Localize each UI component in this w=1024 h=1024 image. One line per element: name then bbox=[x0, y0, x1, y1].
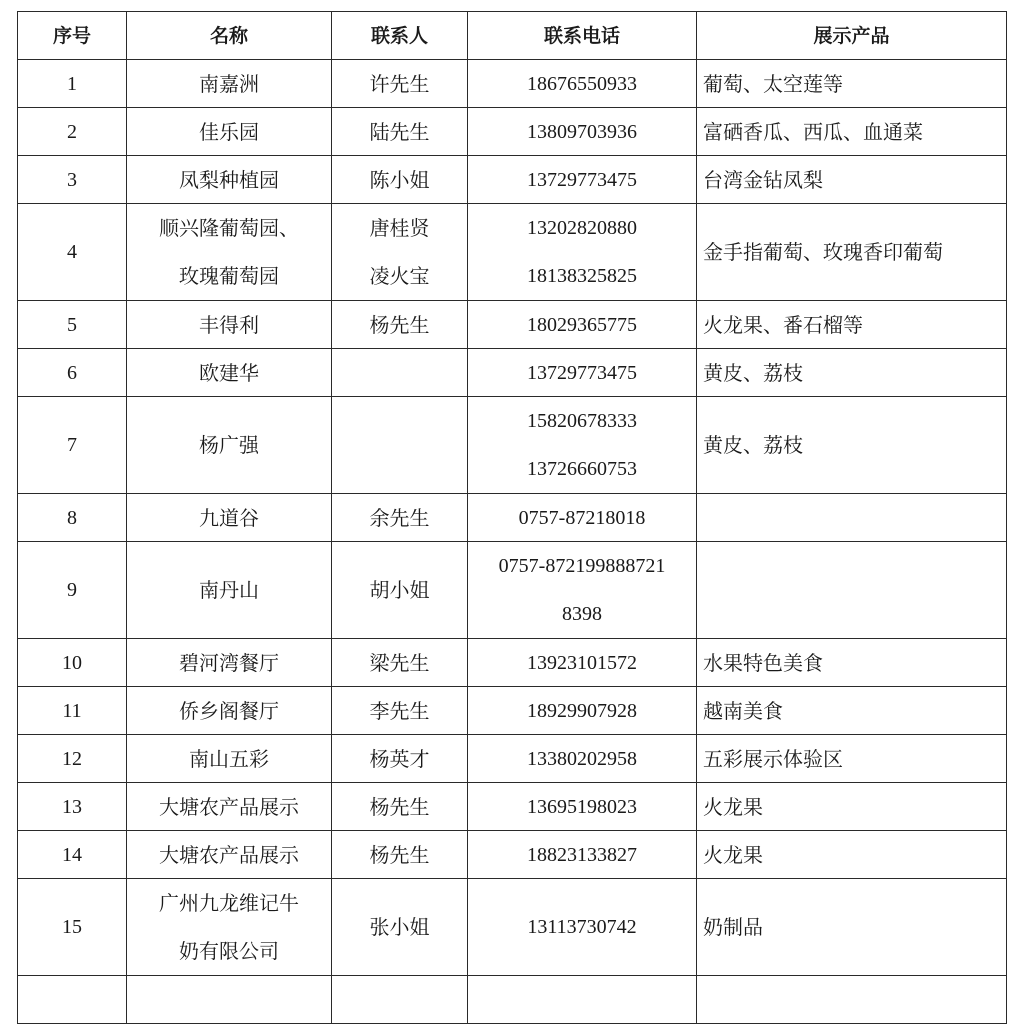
table-row bbox=[18, 639, 1007, 687]
cell-product: 火龙果、番石榴等 bbox=[697, 301, 1007, 349]
cell-partial bbox=[468, 976, 697, 1024]
table-row bbox=[18, 494, 1007, 542]
header-product: 展示产品 bbox=[697, 12, 1007, 60]
cell-phone-line: 18823133827 bbox=[527, 843, 637, 866]
cell-contact-line: 杨先生 bbox=[369, 794, 430, 819]
cell-contact-line: 许先生 bbox=[369, 71, 430, 96]
table-row bbox=[18, 879, 1007, 976]
cell-contact-line: 杨先生 bbox=[369, 312, 430, 337]
cell-name bbox=[127, 108, 332, 156]
cell-product: 葡萄、太空莲等 bbox=[697, 60, 1007, 108]
cell-partial bbox=[332, 976, 468, 1024]
cell-name bbox=[127, 783, 332, 831]
cell-name-line: 南山五彩 bbox=[189, 746, 269, 771]
cell-contact bbox=[332, 735, 468, 783]
cell-name bbox=[127, 542, 332, 639]
cell-name-line: 广州九龙维记牛 bbox=[159, 891, 299, 915]
cell-phone-line: 13809703936 bbox=[527, 120, 637, 143]
cell-phone bbox=[468, 108, 697, 156]
cell-product: 水果特色美食 bbox=[697, 639, 1007, 687]
table-row bbox=[18, 783, 1007, 831]
cell-name bbox=[127, 397, 332, 494]
cell-phone bbox=[468, 397, 697, 494]
cell-contact bbox=[332, 879, 468, 976]
cell-contact-line: 凌火宝 bbox=[369, 264, 430, 288]
cell-product: 黄皮、荔枝 bbox=[697, 397, 1007, 494]
cell-phone-line: 13729773475 bbox=[527, 361, 637, 384]
cell-phone bbox=[468, 735, 697, 783]
table-row bbox=[18, 831, 1007, 879]
cell-index: 7 bbox=[18, 397, 127, 494]
cell-index: 1 bbox=[18, 60, 127, 108]
table-row bbox=[18, 735, 1007, 783]
cell-product: 台湾金钻凤梨 bbox=[697, 156, 1007, 204]
cell-name bbox=[127, 60, 332, 108]
cell-contact-line: 陆先生 bbox=[369, 119, 430, 144]
cell-phone-line: 13729773475 bbox=[527, 168, 637, 191]
cell-index: 4 bbox=[18, 204, 127, 301]
cell-index: 15 bbox=[18, 879, 127, 976]
cell-name-line: 侨乡阁餐厅 bbox=[179, 698, 279, 723]
cell-phone bbox=[468, 687, 697, 735]
header-index: 序号 bbox=[18, 12, 127, 60]
cell-phone-line: 13695198023 bbox=[527, 795, 637, 818]
cell-name-line: 奶有限公司 bbox=[179, 939, 279, 963]
cell-phone bbox=[468, 301, 697, 349]
cell-contact bbox=[332, 831, 468, 879]
cell-index: 9 bbox=[18, 542, 127, 639]
cell-phone bbox=[468, 542, 697, 639]
cell-phone bbox=[468, 639, 697, 687]
cell-contact bbox=[332, 783, 468, 831]
cell-product: 富硒香瓜、西瓜、血通菜 bbox=[697, 108, 1007, 156]
cell-name-line: 大塘农产品展示 bbox=[159, 842, 299, 867]
cell-phone-line: 15820678333 bbox=[527, 410, 637, 432]
cell-phone bbox=[468, 156, 697, 204]
cell-partial bbox=[697, 976, 1007, 1024]
table-row bbox=[18, 301, 1007, 349]
cell-phone-line: 13923101572 bbox=[527, 651, 637, 674]
cell-contact-line: 李先生 bbox=[369, 698, 430, 723]
cell-name-line: 欧建华 bbox=[199, 360, 259, 385]
cell-name-line: 碧河湾餐厅 bbox=[179, 650, 279, 675]
table-row-partial bbox=[18, 976, 1007, 1024]
cell-contact bbox=[332, 60, 468, 108]
cell-contact bbox=[332, 494, 468, 542]
cell-name bbox=[127, 349, 332, 397]
cell-index: 5 bbox=[18, 301, 127, 349]
cell-name bbox=[127, 301, 332, 349]
cell-name bbox=[127, 639, 332, 687]
table-row bbox=[18, 60, 1007, 108]
cell-phone-line: 0757-872199888721 bbox=[498, 555, 666, 577]
cell-contact bbox=[332, 639, 468, 687]
table-body bbox=[18, 60, 1007, 1024]
cell-index: 10 bbox=[18, 639, 127, 687]
cell-contact-line: 唐桂贤 bbox=[369, 216, 430, 240]
cell-contact bbox=[332, 349, 468, 397]
cell-name-line: 佳乐园 bbox=[199, 119, 259, 144]
cell-name-line: 凤梨种植园 bbox=[179, 167, 279, 192]
cell-phone bbox=[468, 60, 697, 108]
cell-index: 13 bbox=[18, 783, 127, 831]
table-row bbox=[18, 204, 1007, 301]
table-row bbox=[18, 397, 1007, 494]
cell-phone bbox=[468, 831, 697, 879]
cell-contact-line: 张小姐 bbox=[369, 915, 430, 939]
cell-phone-line: 13380202958 bbox=[527, 747, 637, 770]
cell-name-line: 南嘉洲 bbox=[199, 71, 259, 96]
cell-phone bbox=[468, 349, 697, 397]
cell-contact bbox=[332, 108, 468, 156]
cell-product bbox=[697, 542, 1007, 639]
cell-phone bbox=[468, 204, 697, 301]
cell-partial bbox=[127, 976, 332, 1024]
cell-index: 6 bbox=[18, 349, 127, 397]
cell-contact-line: 胡小姐 bbox=[369, 578, 430, 602]
cell-product: 火龙果 bbox=[697, 783, 1007, 831]
table-header-row bbox=[18, 12, 1007, 60]
cell-product: 奶制品 bbox=[697, 879, 1007, 976]
cell-product: 五彩展示体验区 bbox=[697, 735, 1007, 783]
cell-contact-line: 余先生 bbox=[369, 505, 430, 530]
cell-product: 金手指葡萄、玫瑰香印葡萄 bbox=[697, 204, 1007, 301]
cell-product: 火龙果 bbox=[697, 831, 1007, 879]
cell-contact bbox=[332, 301, 468, 349]
cell-name bbox=[127, 735, 332, 783]
cell-contact bbox=[332, 687, 468, 735]
cell-phone-line: 13202820880 bbox=[527, 217, 637, 239]
cell-product: 黄皮、荔枝 bbox=[697, 349, 1007, 397]
cell-product: 越南美食 bbox=[697, 687, 1007, 735]
cell-index: 2 bbox=[18, 108, 127, 156]
cell-contact-line: 杨英才 bbox=[369, 746, 430, 771]
cell-contact-line: 杨先生 bbox=[369, 842, 430, 867]
cell-phone-line: 8398 bbox=[562, 603, 602, 625]
cell-name bbox=[127, 831, 332, 879]
cell-contact bbox=[332, 397, 468, 494]
cell-index: 14 bbox=[18, 831, 127, 879]
cell-index: 3 bbox=[18, 156, 127, 204]
cell-name-line: 九道谷 bbox=[199, 505, 259, 530]
cell-phone bbox=[468, 783, 697, 831]
cell-name-line: 丰得利 bbox=[199, 312, 259, 337]
exhibitor-table bbox=[17, 11, 1007, 1024]
cell-partial bbox=[18, 976, 127, 1024]
cell-contact bbox=[332, 204, 468, 301]
cell-phone-line: 18929907928 bbox=[527, 699, 637, 722]
cell-phone-line: 13113730742 bbox=[527, 916, 637, 938]
cell-index: 11 bbox=[18, 687, 127, 735]
cell-name-line: 大塘农产品展示 bbox=[159, 794, 299, 819]
header-phone: 联系电话 bbox=[468, 12, 697, 60]
cell-index: 12 bbox=[18, 735, 127, 783]
cell-contact bbox=[332, 542, 468, 639]
cell-name bbox=[127, 879, 332, 976]
cell-phone-line: 18138325825 bbox=[527, 265, 637, 287]
header-name: 名称 bbox=[127, 12, 332, 60]
cell-name bbox=[127, 494, 332, 542]
cell-product bbox=[697, 494, 1007, 542]
cell-name-line: 顺兴隆葡萄园、 bbox=[159, 216, 299, 240]
cell-contact-line: 梁先生 bbox=[369, 650, 430, 675]
cell-phone bbox=[468, 494, 697, 542]
cell-phone-line: 18029365775 bbox=[527, 313, 637, 336]
cell-index: 8 bbox=[18, 494, 127, 542]
cell-name bbox=[127, 204, 332, 301]
cell-phone-line: 0757-87218018 bbox=[518, 506, 646, 529]
header-contact: 联系人 bbox=[332, 12, 468, 60]
table-row bbox=[18, 156, 1007, 204]
cell-contact bbox=[332, 156, 468, 204]
cell-phone-line: 18676550933 bbox=[527, 72, 637, 95]
cell-phone bbox=[468, 879, 697, 976]
cell-name bbox=[127, 687, 332, 735]
cell-name-line: 玫瑰葡萄园 bbox=[179, 264, 279, 288]
table-row bbox=[18, 687, 1007, 735]
cell-name-line: 南丹山 bbox=[199, 578, 259, 602]
cell-name bbox=[127, 156, 332, 204]
cell-name-line: 杨广强 bbox=[199, 433, 259, 457]
table-row bbox=[18, 349, 1007, 397]
cell-contact-line: 陈小姐 bbox=[369, 167, 430, 192]
table-row bbox=[18, 542, 1007, 639]
table-row bbox=[18, 108, 1007, 156]
cell-phone-line: 13726660753 bbox=[527, 458, 637, 480]
